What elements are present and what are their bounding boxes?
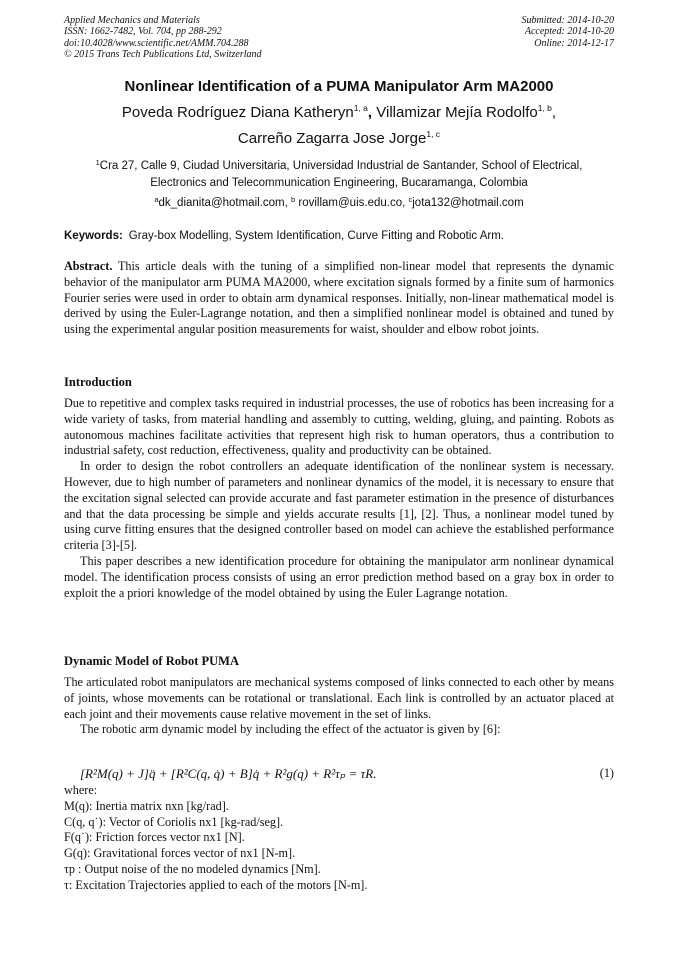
email-b[interactable]: rovillam@uis.edu.co, [295,197,409,209]
dynamic-paragraph-1: The articulated robot manipulators are mechanical systems composed of links connected to each other by means of joints, whose movements can be rotational or translational. Each link is controlled by an actuator placed at each joint and their movements cause relative movement in the set of links. [64,675,614,721]
keywords [64,230,504,242]
paper-title: Nonlinear Identification of a PUMA Manipulator Arm MA2000 [124,78,554,95]
affiliation-line-1: Cra 27, Calle 9, Ciudad Universitaria, Universidad Industrial de Santander, School of Electrical, [99,160,583,172]
email-b-sup: b [291,195,296,204]
author-1: Poveda Rodríguez Diana Katheryn [121,104,354,121]
definition-item: τp : Output noise of the no modeled dynamics [Nm]. [64,861,321,876]
keywords-text: Gray-box Modelling, System Identification, Curve Fitting and Robotic Arm. [128,230,504,242]
online-date: Online: 2014-12-17 [534,37,614,49]
dynamic-model-heading: Dynamic Model of Robot PUMA [64,654,239,668]
dynamic-model-body [64,675,614,738]
equation-1 [80,766,614,782]
definition-item: F(q˙): Friction forces vector nx1 [N]. [64,830,245,845]
author-2: Villamizar Mejía Rodolfo [376,104,538,121]
journal-info [64,15,262,60]
intro-paragraph-3: This paper describes a new identification procedure for obtaining the manipulator arm nonlinear dynamical model. The identification process consists of using an error prediction method based on a gray box in order to exploit the a priori knowledge of the model obtained by using the Euler Lagrange notation. [64,553,614,600]
introduction-heading: Introduction [64,375,132,389]
emails [0,191,678,212]
email-c[interactable]: jota132@hotmail.com [412,197,524,209]
abstract [64,259,614,338]
affiliation-line-2: Electronics and Telecommunication Engineering, Bucaramanga, Colombia [150,177,528,189]
copyright-line: © 2015 Trans Tech Publications Ltd, Switzerland [64,48,262,60]
issn-line: ISSN: 1662-7482, Vol. 704, pp 288-292 [64,26,222,38]
introduction-body [64,396,614,601]
equation-number: (1) [599,766,614,780]
abstract-text: This article deals with the tuning of a simplified non-linear model that represents the dynamic behavior of the manipulator arm PUMA MA2000, where excitation signals formed by a finite sum of harmonics Fourier series were used in order to obtain arm dynamical responses. Initially, non-linear mathematical model is derived by using the Euler-Lagrange notation, and then a simplified nonlinear model is obtained and tuned by using the experimental angular position measurements for waist, shoulder and elbow robot joints. [64,259,614,337]
dates-info [522,15,615,49]
author-2-affil: 1, b [537,103,552,113]
where-label: where: [64,783,98,797]
email-c-sup: c [408,195,413,204]
definition-item: τ: Excitation Trajectories applied to each of the motors [N-m]. [64,877,368,892]
email-a[interactable]: dk_dianita@hotmail.com, [158,197,292,209]
authors-line-2 [0,129,678,147]
dynamic-paragraph-2: The robotic arm dynamic model by including the effect of the actuator is given by [6]: [80,722,501,737]
journal-name: Applied Mechanics and Materials [64,15,200,26]
keywords-label: Keywords: [64,230,123,242]
author-separator-2: , [551,104,557,121]
affiliation-sup: 1 [95,158,100,167]
abstract-label: Abstract. [64,259,113,273]
definition-item: G(q): Gravitational forces vector of nx1 [N-m]. [64,846,296,861]
definition-item: C(q, q˙): Vector of Coriolis nx1 [kg-rad/seg]. [64,814,284,829]
author-1-affil: 1, a [353,103,368,113]
authors-line-1 [0,103,678,121]
accepted-date: Accepted: 2014-10-20 [524,26,614,38]
intro-paragraph-2: In order to design the robot controllers an adequate identification of the nonlinear system is necessary. However, due to high number of parameters and nonlinear dynamics of the model, it is necessary to ensure that the excitation signal selected can provide accurate and fast parameter estimation in the presence of disturbances and that the data processing be simple and yields accurate results [1], [2]. Thus, a nonlinear model tuned by using curve fitting ensures that the designed controller based on model can achieve the established performance criteria [3]-[5]. [64,459,614,553]
equation-text: [R²M(q) + J]q̈ + [R²C(q, q̇) + B]q̇ + R²g(q) + R²τₚ = τR. [80,766,377,781]
doi-line: doi:10.4028/www.scientific.net/AMM.704.288 [64,37,249,49]
affiliation [0,154,678,192]
definitions-list [64,783,367,894]
submitted-date: Submitted: 2014-10-20 [521,15,614,26]
author-3: Carreño Zagarra Jose Jorge [237,130,427,147]
email-a-sup: a [154,195,159,204]
author-3-affil: 1, c [426,129,441,139]
definition-item: M(q): Inertia matrix nxn [kg/rad]. [64,798,229,813]
author-separator: , [367,104,377,121]
intro-paragraph-1: Due to repetitive and complex tasks required in industrial processes, the use of robotics has been increasing for a wide variety of tasks, from material handling and assembly to cutting, welding, gluing, and painting. Robots as autonomous machines facilitate activities that represent high risk to human operators, thus a contribution to industrial safety, cost reduction, effectiveness, quality and productivity can be obtained. [64,396,614,458]
